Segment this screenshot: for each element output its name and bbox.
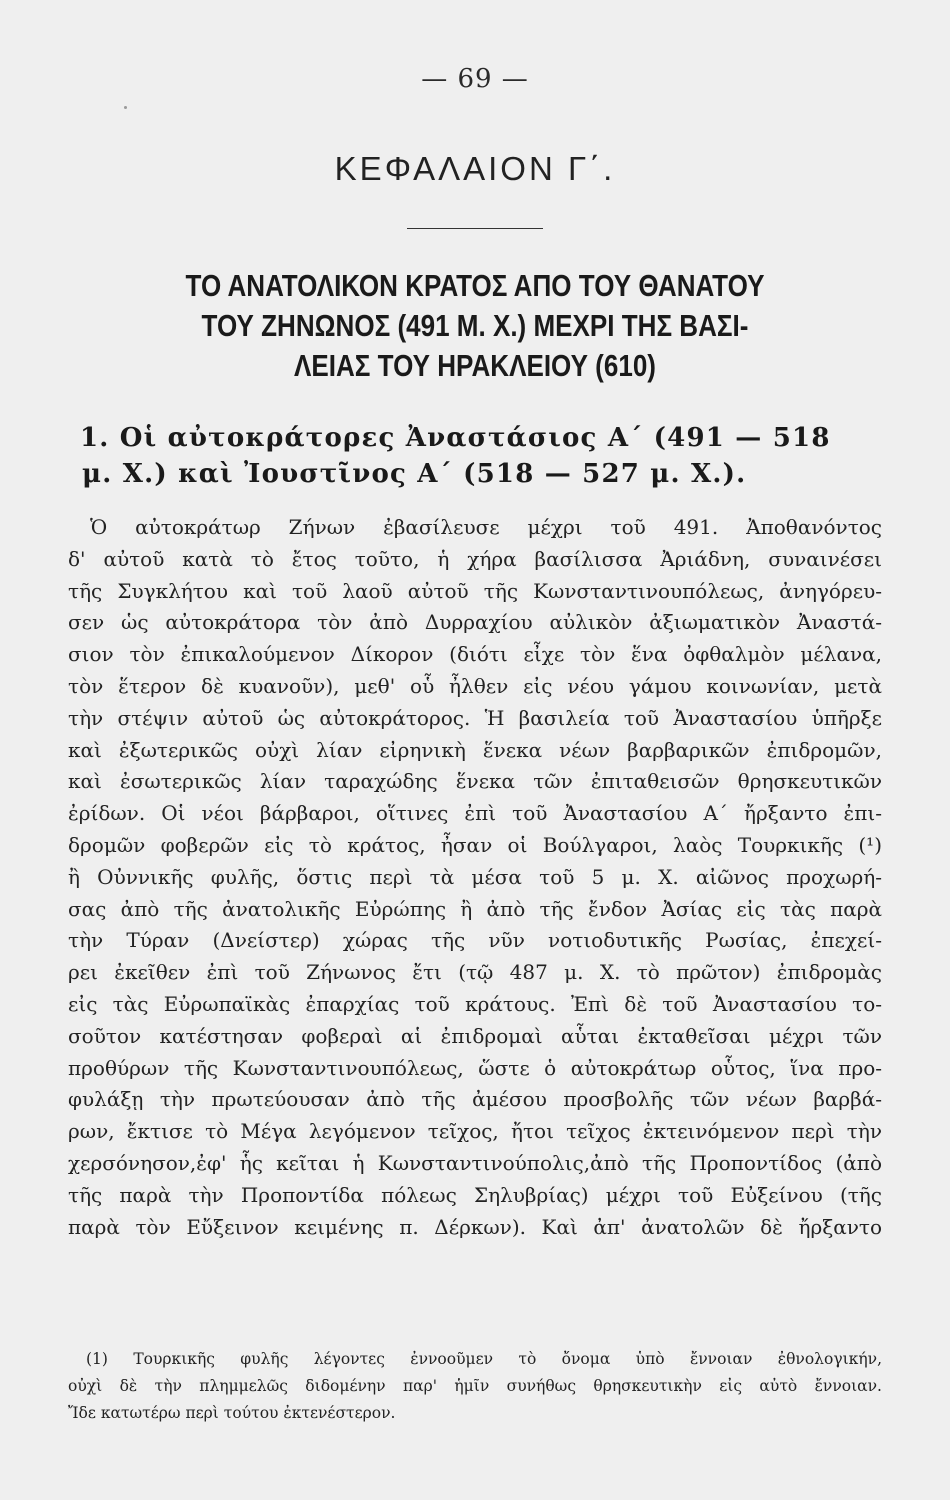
print-speck [124, 106, 127, 109]
body-line: παρὰ τὸν Εὔξεινον κειμένης π. Δέρκων). Καὶ ἀπ' ἀνατολῶν δὲ ἤρξαντο [68, 1214, 882, 1239]
body-line: προθύρων τῆς Κωνσταντινουπόλεως, ὥστε ὁ αὐτοκράτωρ οὗτος, ἵνα προ- [68, 1055, 882, 1080]
chapter-title-line: ΛΕΙΑΣ ΤΟΥ ΗΡΑΚΛΕΙΟΥ (610) [294, 348, 656, 383]
footnote-line: Ἴδε κατωτέρω περὶ τούτου ἐκτενέστερον. [68, 1404, 396, 1422]
body-line: τὴν Τύραν (Δνείστερ) χώρας τῆς νῦν νοτιοδυτικῆς Ρωσίας, ἐπεχεί- [68, 928, 882, 953]
body-line: ρει ἐκεῖθεν ἐπὶ τοῦ Ζήνωνος ἔτι (τῷ 487 μ. Χ. τὸ πρῶτον) ἐπιδρομὰς [68, 960, 882, 985]
body-line: τῆς παρὰ τὴν Προποντίδα πόλεως Σηλυβρίας) μέχρι τοῦ Εὐξείνου (τῆς [68, 1182, 882, 1207]
body-line: τὸν ἕτερον δὲ κυανοῦν), μεθ' οὗ ἦλθεν εἰς νέου γάμου κοινωνίαν, μετὰ [68, 673, 882, 698]
page-number: — 69 — [421, 64, 529, 94]
body-text [68, 512, 882, 1243]
footnote-line: (1) Τουρκικῆς φυλῆς λέγοντες ἐννοοῦμεν τὸ ὄνομα ὑπὸ ἔννοιαν ἐθνολογικήν, [86, 1350, 882, 1368]
body-line: σας ἀπὸ τῆς ἀνατολικῆς Εὐρώπης ἢ ἀπὸ τῆς ἔνδον Ἀσίας εἰς τὰς παρὰ [68, 896, 882, 921]
body-line: σεν ὡς αὐτοκράτορα τὸν ἀπὸ Δυρραχίου αὐλικὸν ἀξιωματικὸν Ἀναστά- [68, 610, 882, 635]
body-line: δ' αὐτοῦ κατὰ τὸ ἔτος τοῦτο, ἡ χήρα βασίλισσα Ἀριάδνη, συναινέσει [68, 546, 882, 571]
body-line: ρων, ἔκτισε τὸ Μέγα λεγόμενον τεῖχος, ἤτοι τεῖχος ἐκτεινόμενον περὶ τὴν [68, 1119, 882, 1144]
body-line: ἐρίδων. Οἱ νέοι βάρβαροι, οἵτινες ἐπὶ τοῦ Ἀναστασίου Α΄ ἤρξαντο ἐπι- [68, 801, 882, 826]
section-heading-line: 1. Οἱ αὐτοκράτορες Ἀναστάσιος Α΄ (491 — 518 [80, 423, 831, 453]
footnote-line: οὐχὶ δὲ τὴν πλημμελῶς διδομένην παρ' ἡμῖν συνήθως θρησκευτικὴν εἰς αὐτὸ ἔννοιαν. [68, 1377, 882, 1395]
footnotes [68, 1346, 882, 1427]
body-line: χερσόνησον,ἐφ' ἧς κεῖται ἡ Κωνσταντινούπολις,ἀπὸ τῆς Προποντίδος (ἀπὸ [68, 1150, 882, 1175]
chapter-title-line: ΤΟ ΑΝΑΤΟΛΙΚΟΝ ΚΡΑΤΟΣ ΑΠΟ ΤΟΥ ΘΑΝΑΤΟΥ [185, 268, 765, 303]
body-line: φυλάξῃ τὴν πρωτεύουσαν ἀπὸ τῆς ἀμέσου προσβολῆς τῶν νέων βαρβά- [68, 1087, 882, 1112]
chapter-title [143, 266, 807, 386]
section-heading [80, 420, 880, 492]
body-line: τὴν στέψιν αὐτοῦ ὡς αὐτοκράτορος. Ἡ βασιλεία τοῦ Ἀναστασίου ὑπῆρξε [68, 705, 882, 730]
body-line: δρομῶν φοβερῶν εἰς τὸ κράτος, ἦσαν οἱ Βούλγαροι, λαὸς Τουρκικῆς (¹) [68, 832, 882, 857]
body-line: σοῦτον κατέστησαν φοβεραὶ αἱ ἐπιδρομαὶ αὗται ἐκταθεῖσαι μέχρι τῶν [68, 1023, 882, 1048]
body-line: καὶ ἐξωτερικῶς οὐχὶ λίαν εἰρηνικὴ ἕνεκα νέων βαρβαρικῶν ἐπιδρομῶν, [68, 737, 882, 762]
body-line: τῆς Συγκλήτου καὶ τοῦ λαοῦ αὐτοῦ τῆς Κωνσταντινουπόλεως, ἀνηγόρευ- [68, 578, 882, 603]
body-line: ἢ Οὐννικῆς φυλῆς, ὅστις περὶ τὰ μέσα τοῦ 5 μ. Χ. αἰῶνος προχωρή- [68, 864, 882, 889]
chapter-title-line: ΤΟΥ ΖΗΝΩΝΟΣ (491 Μ. Χ.) ΜΕΧΡΙ ΤΗΣ ΒΑΣΙ- [201, 308, 749, 343]
body-line: Ὁ αὐτοκράτωρ Ζήνων ἐβασίλευσε μέχρι τοῦ 491. Ἀποθανόντος [90, 515, 882, 539]
body-line: σιον τὸν ἐπικαλούμενον Δίκορον (διότι εἶχε τὸν ἕνα ὀφθαλμὸν μέλανα, [68, 642, 882, 667]
chapter-heading: ΚΕΦΑΛΑΙΟΝ Γ΄. [334, 150, 616, 187]
chapter-divider [407, 228, 543, 229]
section-heading-line: μ. Χ.) καὶ Ἰουστῖνος Α΄ (518 — 527 μ. Χ.). [82, 459, 747, 489]
body-line: καὶ ἐσωτερικῶς λίαν ταραχώδης ἕνεκα τῶν ἐπιταθεισῶν θρησκευτικῶν [68, 769, 882, 794]
body-line: εἰς τὰς Εὐρωπαϊκὰς ἐπαρχίας τοῦ κράτους. Ἐπὶ δὲ τοῦ Ἀναστασίου το- [68, 991, 882, 1016]
